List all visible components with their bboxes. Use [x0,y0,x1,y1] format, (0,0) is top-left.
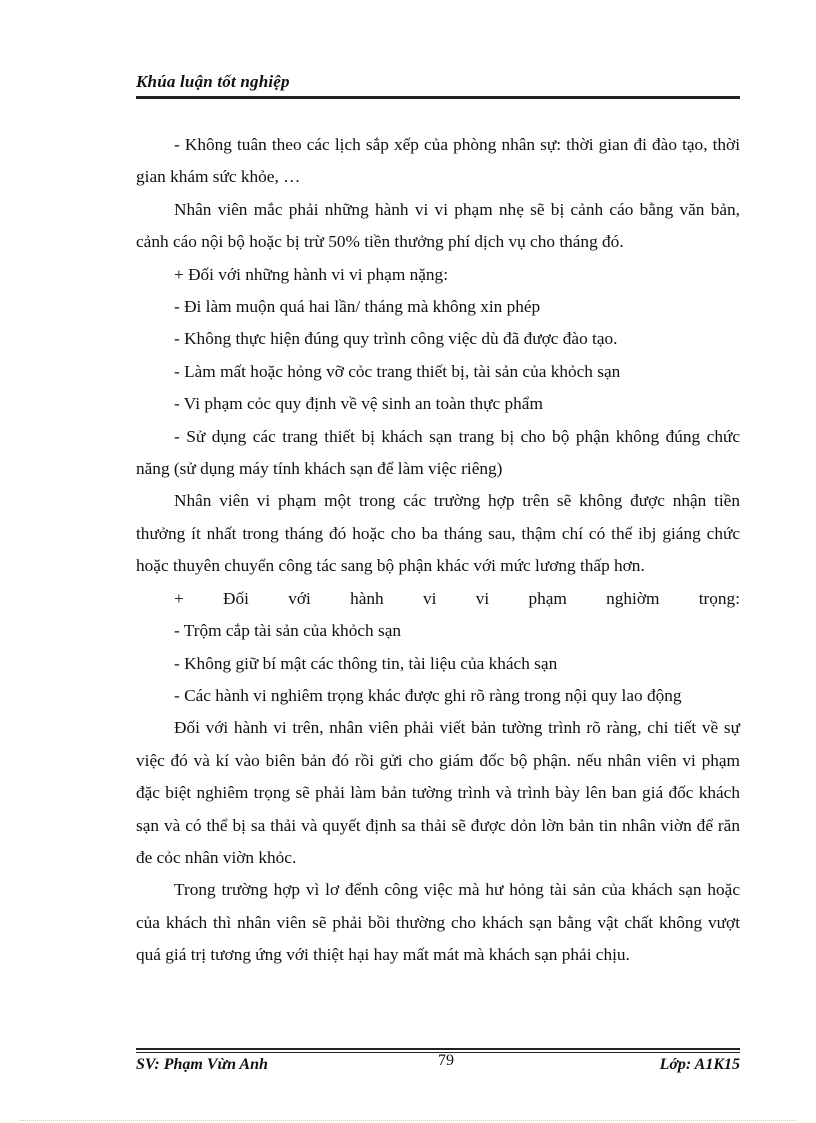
paragraph: + Đối với hành vi vi phạm nghiờm trọng: [174,588,740,608]
paragraph: - Không tuân theo các lịch sắp xếp của phòng nhân sự: thời gian đi đào tạo, thời gian khám sức khỏe, … [136,135,740,187]
page-bottom-border [20,1120,796,1121]
paragraph: Trong trường hợp vì lơ đểnh công việc mà hư hỏng tài sản của khách sạn hoặc của khách thì nhân viên sẽ phải bồi thường cho khách sạn bằng vật chất không vượt quá giá trị tương ứng với thiệt hại hay mất mát mà khách sạn phải chịu. [136,880,740,965]
list-item: - Không giữ bí mật các thông tin, tài liệu của khách sạn [174,653,558,673]
paragraph: Đối với hành vi trên, nhân viên phải viết bản tường trình rõ ràng, chi tiết về sự việc đó và kí vào biên bản đó rồi gửi cho giám đốc bộ phận. nếu nhân viên vi phạm đặc biệt nghiêm trọng sẽ phải làm bản tường trình và trình bày lên ban giá đốc khách sạn và có thể bị sa thải và quyết định sa thải sẽ được dỏn lờn bản tin nhân viờn để răn đe cỏc nhân viờn khỏc. [136,718,740,867]
footer-class: Lớp: A1K15 [659,1056,740,1073]
paragraph: + Đối với những hành vi vi phạm nặng: [174,264,449,284]
list-item: - Đi làm muộn quá hai lần/ tháng mà không xin phép [174,297,541,317]
document-title: Khúa luận tốt nghiệp [136,72,290,91]
list-item: - Trộm cắp tài sản của khỏch sạn [174,621,402,641]
footer-student-name: SV: Phạm Vừn Anh [136,1056,268,1073]
list-item: - Không thực hiện đúng quy trình công việc dù đã được đào tạo. [174,329,618,349]
header-divider [136,98,740,99]
paragraph: Nhân viên vi phạm một trong các trường hợp trên sẽ không được nhận tiền thưởng ít nhất trong tháng đó hoặc cho ba tháng sau, thậm chí có thể ibj giáng chức hoặc thuyên chuyển công tác sang bộ phận khác với mức lương thấp hơn. [136,491,740,576]
page-number: 79 [438,1052,454,1069]
list-item: - Vi phạm cỏc quy định về vệ sinh an toàn thực phẩm [174,394,543,414]
list-item: - Các hành vi nghiêm trọng khác được ghi rõ ràng trong nội quy lao động [174,685,682,705]
footer-divider [136,1048,740,1050]
paragraph: Nhân viên mắc phải những hành vi vi phạm nhẹ sẽ bị cảnh cáo bằng văn bản, cảnh cáo nội bộ hoặc bị trừ 50% tiền thưởng phí dịch vụ cho tháng đó. [136,199,740,252]
list-item: - Làm mất hoặc hỏng vỡ cỏc trang thiết bị, tài sản của khỏch sạn [174,361,621,381]
body-text [136,129,740,972]
list-item: - Sử dụng các trang thiết bị khách sạn trang bị cho bộ phận không đúng chức năng (sử dụng máy tính khách sạn để làm việc riêng) [136,426,740,479]
page-header [136,68,740,98]
